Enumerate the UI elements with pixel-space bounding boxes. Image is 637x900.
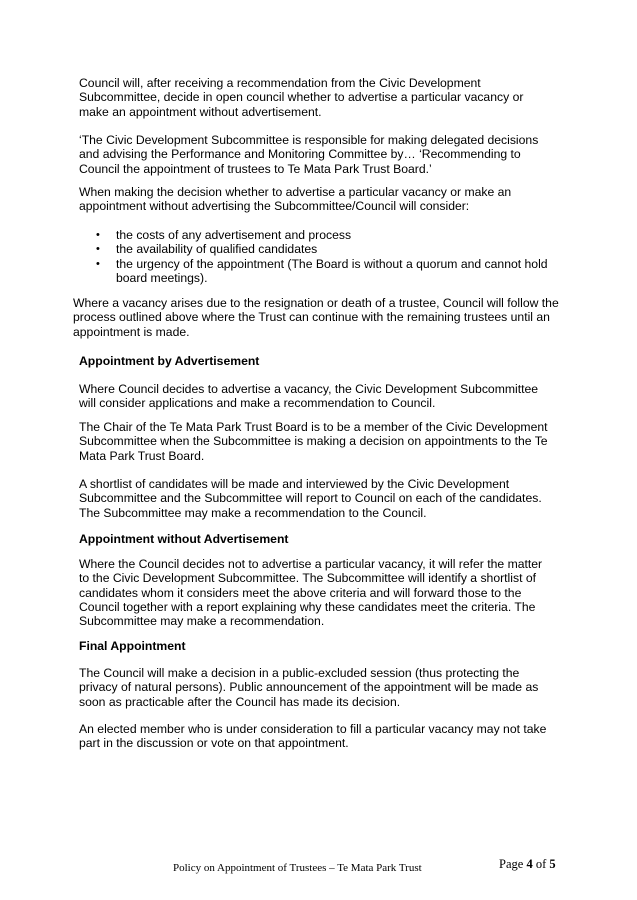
- list-item: [96, 242, 571, 256]
- intro-paragraph-3: When making the decision whether to advertise a particular vacancy or make an appointment without advertising the Subcommittee/Council will consider:: [79, 185, 512, 214]
- page-of: of: [535, 857, 547, 871]
- intro-paragraph-1: Council will, after receiving a recommendation from the Civic Development Subcommittee, decide in open council whether to advertise a particular vacancy or make an appointment without advertisement.: [79, 76, 524, 119]
- list-item: [96, 257, 571, 286]
- page-current: 4: [526, 857, 533, 871]
- without-advertisement-paragraph: Where the Council decides not to advertise a particular vacancy, it will refer the matter to the Civic Development Subcommittee. The Subcommittee will identify a shortlist of candidates whom it considers meet the above criteria and will forward those to the Council together with a report explaining why these candidates meet the criteria. The Subcommittee may make a recommendation.: [79, 557, 543, 629]
- section-heading-without-advertisement: Appointment without Advertisement: [79, 532, 289, 546]
- final-paragraph-1: The Council will make a decision in a public-excluded session (thus protecting the privacy of natural persons). Public announcement of the appointment will be made as soon as practicable after the Council has made its decision.: [79, 666, 539, 709]
- list-item-text: the costs of any advertisement and process: [116, 228, 352, 242]
- bullet-icon: •: [96, 257, 100, 270]
- section-heading-final: Final Appointment: [79, 639, 186, 653]
- section-heading-advertisement: Appointment by Advertisement: [79, 354, 260, 368]
- intro-paragraph-2: ‘The Civic Development Subcommittee is responsible for making delegated decisions and advising the Performance and Monitoring Committee by… ‘Recommending to Council the appointment of trustees to Te Mata Park Trust Board.’: [79, 133, 539, 176]
- page-number: [499, 857, 556, 871]
- criteria-list: [96, 228, 571, 285]
- list-item-text: the urgency of the appointment (The Board is without a quorum and cannot hold board meetings).: [116, 256, 548, 285]
- list-item: [96, 228, 571, 242]
- bullet-icon: •: [96, 229, 100, 241]
- final-paragraph-2: An elected member who is under consideration to fill a particular vacancy may not take part in the discussion or vote on that appointment.: [79, 722, 547, 751]
- footer-title: Policy on Appointment of Trustees – Te Mata Park Trust: [173, 862, 422, 874]
- advertisement-paragraph-1: Where Council decides to advertise a vacancy, the Civic Development Subcommittee will consider applications and make a recommendation to Council.: [79, 382, 539, 411]
- advertisement-paragraph-3: A shortlist of candidates will be made and interviewed by the Civic Development Subcommittee and the Subcommittee will report to Council on each of the candidates. The Subcommittee may make a recommendation to the Council.: [79, 477, 542, 520]
- vacancy-paragraph: Where a vacancy arises due to the resignation or death of a trustee, Council will follow the process outlined above where the Trust can continue with the remaining trustees until an appointment is made.: [73, 296, 559, 339]
- list-item-text: the availability of qualified candidates: [116, 242, 318, 257]
- page-word: Page: [499, 857, 524, 871]
- page-total: 5: [549, 857, 556, 871]
- bullet-icon: •: [96, 243, 100, 256]
- advertisement-paragraph-2: The Chair of the Te Mata Park Trust Board is to be a member of the Civic Development Subcommittee when the Subcommittee is making a decision on appointments to the Te Mata Park Trust Board.: [79, 420, 548, 463]
